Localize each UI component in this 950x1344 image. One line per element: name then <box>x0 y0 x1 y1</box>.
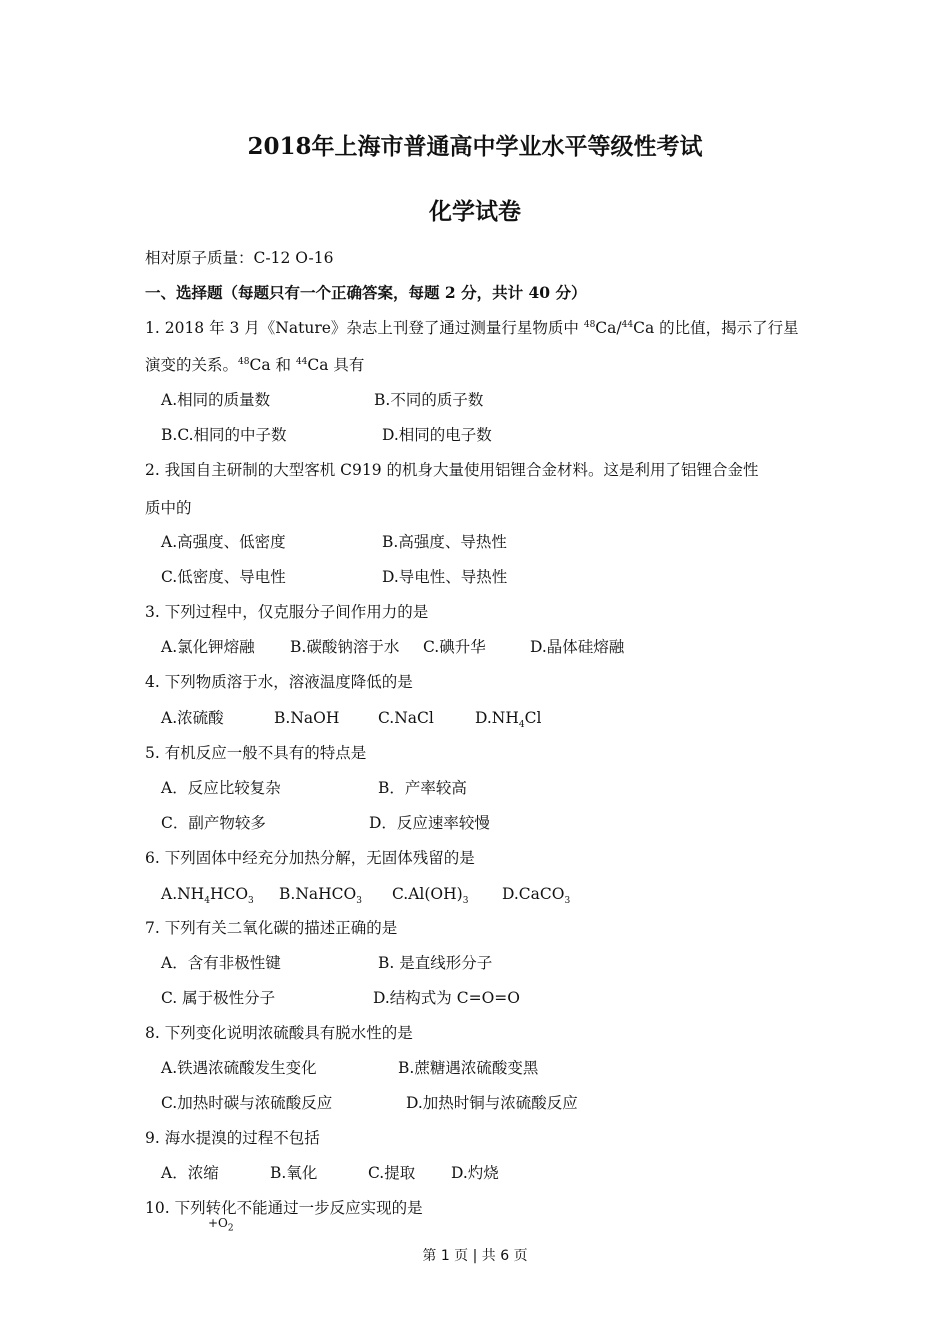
exam-title: 2018年上海市普通高中学业水平等级性考试 <box>247 133 703 160</box>
q1-option-d: D.相同的电子数 <box>382 426 492 444</box>
q6-option-d: D.CaCO$_3$ <box>502 885 571 907</box>
q1-option-c: B.C.相同的中子数 <box>161 426 287 444</box>
q6-option-c: $C.Al(OH)_3$ <box>392 885 469 907</box>
reaction-arrow-label: $+O_2$ <box>208 1216 234 1234</box>
question-2-line-1: 2. 我国自主研制的大型客机 C919 的机身大量使用铝锂合金材料。这是利用了铝锂合金性 <box>145 461 759 479</box>
q6-option-b: B.NaHCO$_3$ <box>279 885 362 907</box>
q9-option-a: A．浓缩 <box>161 1164 219 1182</box>
q2-option-b: B.高强度、导热性 <box>382 533 507 551</box>
q3-option-d: D.晶体硅熔融 <box>530 638 625 656</box>
q5-option-d: D．反应速率较慢 <box>369 814 490 832</box>
question-1-line-1: 1. 2018 年 3 月《Nature》杂志上刊登了通过测量行星物质中 $^{48}$Ca/$^{44}$Ca 的比值，揭示了行星 <box>145 319 799 337</box>
q1-option-a: A.相同的质量数 <box>161 391 271 409</box>
question-6: 6. 下列固体中经充分加热分解，无固体残留的是 <box>145 849 475 867</box>
q4-option-c: C.NaCl <box>378 709 434 727</box>
q3-option-b: B.碳酸钠溶于水 <box>290 638 400 656</box>
question-3: 3. 下列过程中，仅克服分子间作用力的是 <box>145 603 429 621</box>
q1-option-b: B.不同的质子数 <box>374 391 484 409</box>
question-4: 4. 下列物质溶于水，溶液温度降低的是 <box>145 673 413 691</box>
q7-option-a: A．含有非极性键 <box>161 954 281 972</box>
q9-option-b: B.氧化 <box>270 1164 318 1182</box>
question-7: 7. 下列有关二氧化碳的描述正确的是 <box>145 919 398 937</box>
q9-option-d: D.灼烧 <box>451 1164 499 1182</box>
q7-option-d: D.结构式为 C=O=O <box>373 989 520 1007</box>
q5-option-a: A．反应比较复杂 <box>161 779 281 797</box>
q5-option-c: C．副产物较多 <box>161 814 266 832</box>
paper-subtitle: 化学试卷 <box>429 198 521 225</box>
q2-option-d: D.导电性、导热性 <box>382 568 508 586</box>
question-2-line-2: 质中的 <box>145 499 192 517</box>
q7-option-b: B. 是直线形分子 <box>378 954 493 972</box>
q4-option-a: A.浓硫酸 <box>161 709 224 727</box>
question-9: 9. 海水提溴的过程不包括 <box>145 1129 320 1147</box>
q5-option-b: B．产率较高 <box>378 779 467 797</box>
question-10: 10. 下列转化不能通过一步反应实现的是 <box>145 1199 423 1217</box>
q7-option-c: C. 属于极性分子 <box>161 989 276 1007</box>
question-1-line-2: 演变的关系。$^{48}$Ca 和 $^{44}$Ca 具有 <box>145 356 365 374</box>
q3-option-c: C.碘升华 <box>423 638 486 656</box>
q2-option-c: C.低密度、导电性 <box>161 568 286 586</box>
atomic-mass-note: 相对原子质量：C-12 O-16 <box>145 249 334 267</box>
q9-option-c: C.提取 <box>368 1164 416 1182</box>
q2-option-a: A.高强度、低密度 <box>161 533 286 551</box>
q8-option-b: B.蔗糖遇浓硫酸变黑 <box>398 1059 539 1077</box>
question-8: 8. 下列变化说明浓硫酸具有脱水性的是 <box>145 1024 413 1042</box>
q4-option-b: B.NaOH <box>274 709 340 727</box>
q8-option-d: D.加热时铜与浓硫酸反应 <box>406 1094 578 1112</box>
q8-option-a: A.铁遇浓硫酸发生变化 <box>161 1059 317 1077</box>
q8-option-c: C.加热时碳与浓硫酸反应 <box>161 1094 333 1112</box>
q4-option-d: $D.NH_4Cl$ <box>475 709 542 731</box>
question-5: 5. 有机反应一般不具有的特点是 <box>145 744 367 762</box>
section-heading: 一、选择题（每题只有一个正确答案，每题 2 分，共计 40 分） <box>145 283 587 302</box>
q6-option-a: $A.NH_4HCO_3$ <box>161 885 254 907</box>
q3-option-a: A.氯化钾熔融 <box>161 638 255 656</box>
page-footer: 第 1 页 | 共 6 页 <box>422 1248 528 1264</box>
